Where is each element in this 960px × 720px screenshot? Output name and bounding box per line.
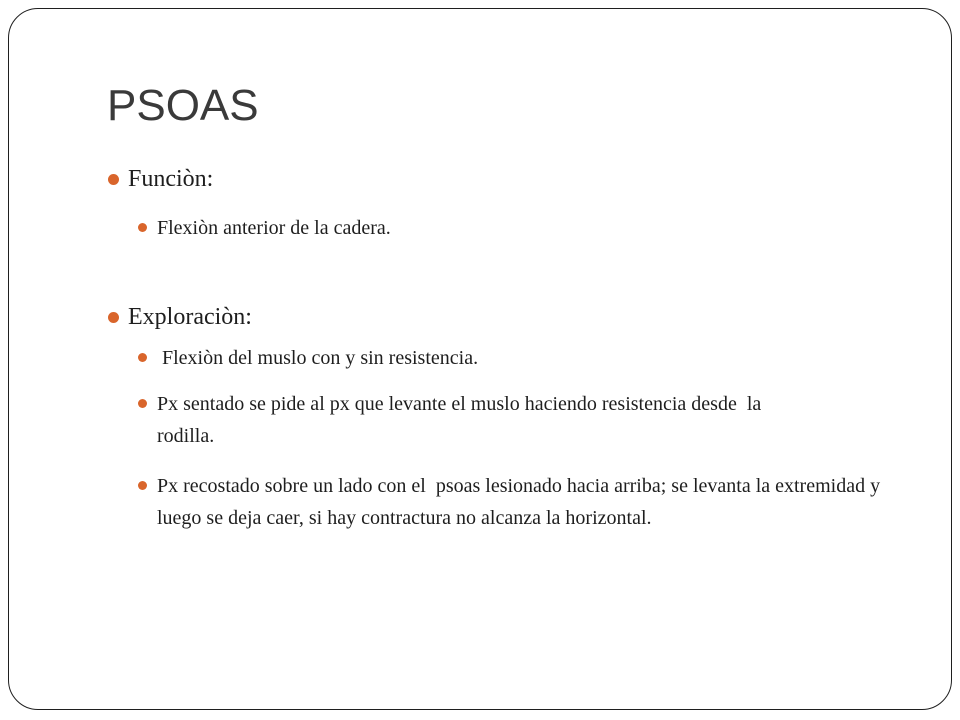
bullet-item-exploracion (107, 300, 252, 334)
bullet-item-funcion (107, 162, 213, 196)
slide-title: PSOAS (107, 81, 259, 130)
sub-bullet-item (137, 212, 917, 244)
bullet-dot-icon (138, 481, 147, 490)
bullet-dot-icon (138, 399, 147, 408)
bullet-dot-icon (138, 353, 147, 362)
sub-bullet-text: Flexiòn del muslo con y sin resistencia. (157, 347, 479, 369)
sub-bullet-item (137, 342, 917, 374)
bullet-dot-icon (108, 312, 119, 323)
bullet-dot-icon (138, 223, 147, 232)
sub-bullet-item (137, 470, 917, 534)
section-heading: Funciòn: (128, 166, 214, 192)
section-heading: Exploraciòn: (128, 304, 252, 330)
sub-bullet-text: Px sentado se pide al px que levante el muslo haciendo resistencia desde la rodilla. (157, 393, 767, 447)
sub-bullet-text: Flexiòn anterior de la cadera. (157, 217, 391, 239)
sub-bullet-item (137, 388, 917, 452)
bullet-dot-icon (108, 174, 119, 185)
sub-bullet-text: Px recostado sobre un lado con el psoas lesionado hacia arriba; se levanta la extremidad y luego se deja caer, si hay contractura no alcanza la horizontal. (157, 475, 886, 529)
